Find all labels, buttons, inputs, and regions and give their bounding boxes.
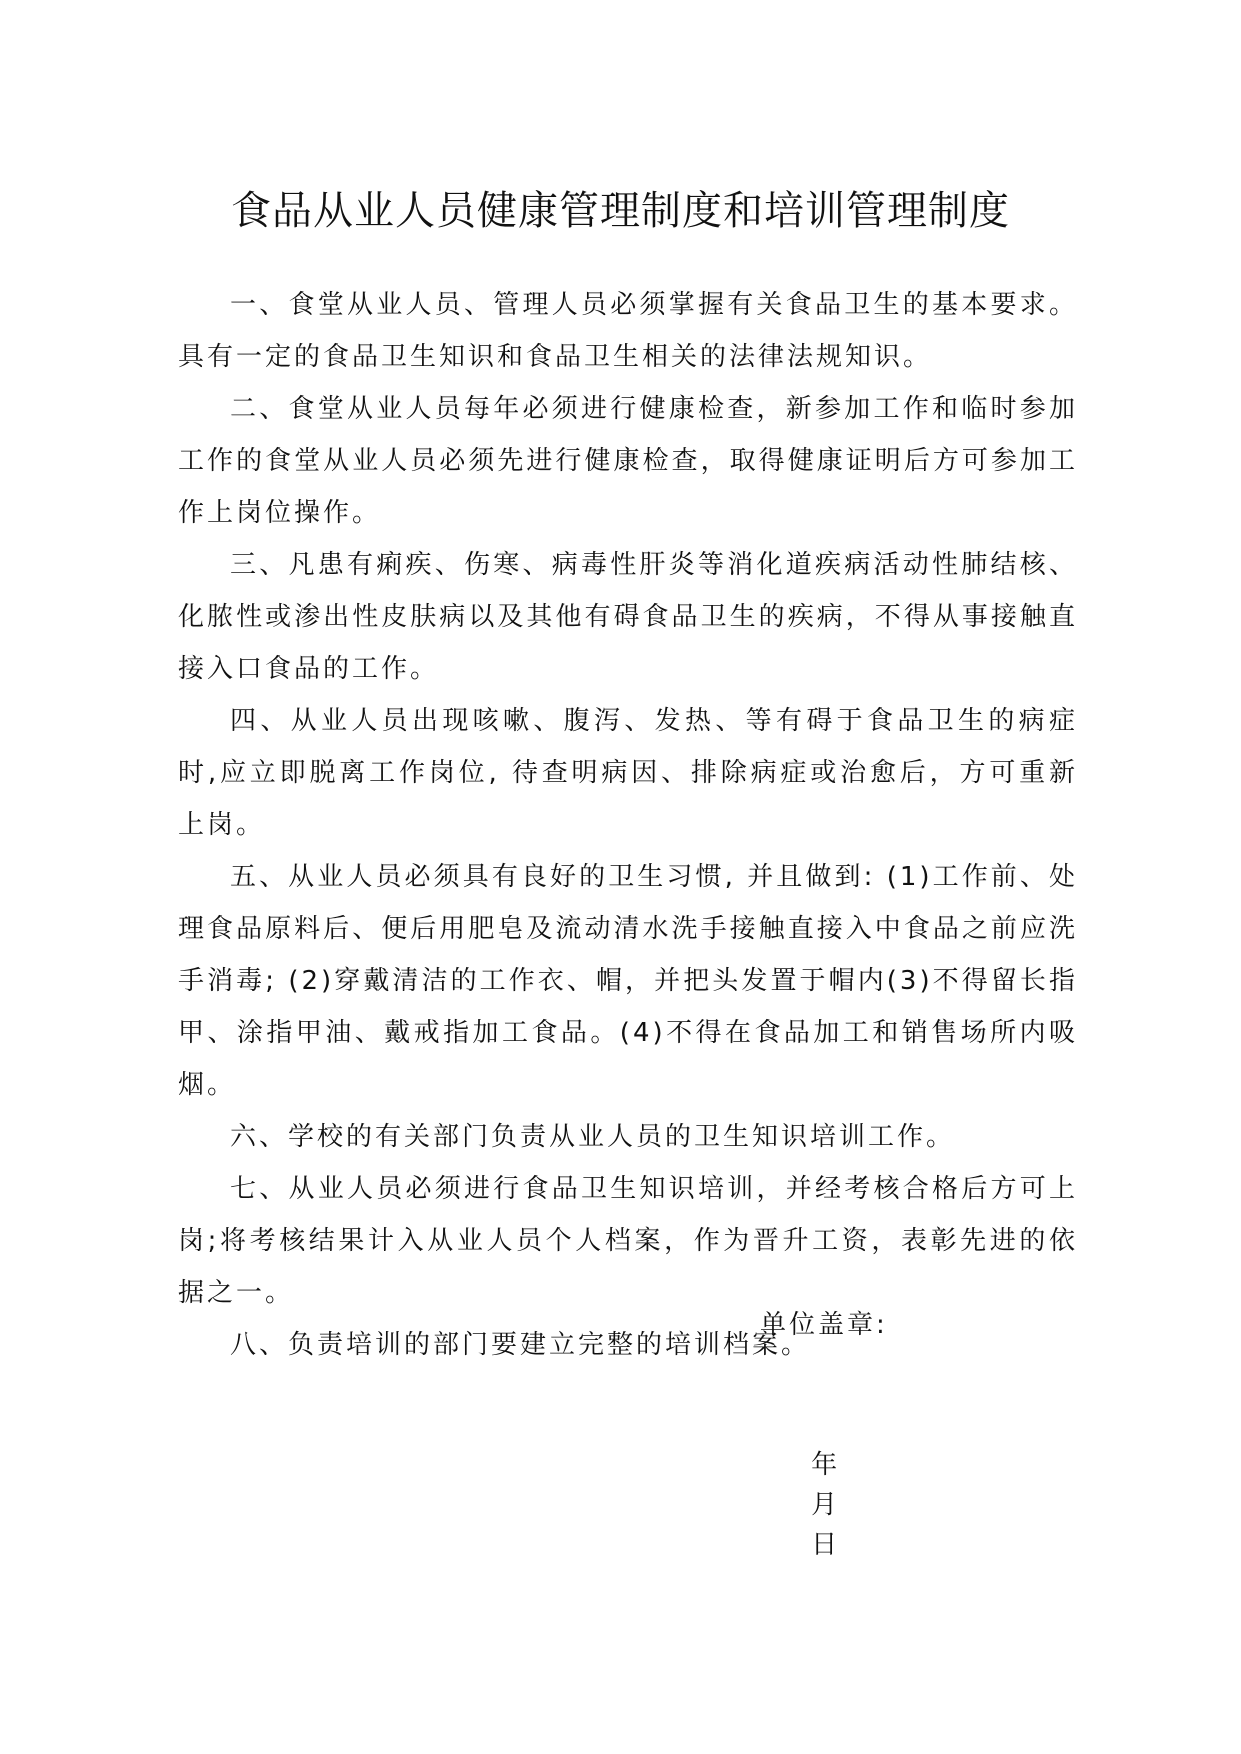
document-body (178, 279, 1078, 1371)
paragraph-7: 七、从业人员必须进行食品卫生知识培训，并经考核合格后方可上岗;将考核结果计入从业人员个人档案，作为晋升工资，表彰先进的依据之一。 (178, 1174, 1078, 1308)
paragraph-8: 八、负责培训的部门要建立完整的培训档案。 (230, 1330, 811, 1360)
paragraph-2: 二、食堂从业人员每年必须进行健康检查，新参加工作和临时参加工作的食堂从业人员必须先进行健康检查，取得健康证明后方可参加工作上岗位操作。 (178, 394, 1078, 528)
date-day: 日 (811, 1530, 838, 1560)
paragraph-1: 一、食堂从业人员、管理人员必须掌握有关食品卫生的基本要求。具有一定的食品卫生知识和食品卫生相关的法律法规知识。 (178, 290, 1078, 372)
document-title: 食品从业人员健康管理制度和培训管理制度 (231, 188, 1010, 234)
paragraph-6: 六、学校的有关部门负责从业人员的卫生知识培训工作。 (230, 1122, 956, 1152)
date-line (778, 1405, 871, 1605)
date-year: 年 (811, 1450, 838, 1480)
paragraph-4: 四、从业人员出现咳嗽、腹泻、发热、等有碍于食品卫生的病症时,应立即脱离工作岗位, 待查明病因、排除病症或治愈后，方可重新上岗。 (178, 706, 1078, 840)
signature-label: 单位盖章: (760, 1310, 888, 1340)
paragraph-3: 三、凡患有痢疾、伤寒、病毒性肝炎等消化道疾病活动性肺结核、化脓性或渗出性皮肤病以及其他有碍食品卫生的疾病，不得从事接触直接入口食品的工作。 (178, 550, 1078, 684)
date-month: 月 (811, 1490, 838, 1520)
paragraph-5: 五、从业人员必须具有良好的卫生习惯, 并且做到: (1)工作前、处理食品原料后、便后用肥皂及流动清水洗手接触直接入中食品之前应洗手消毒; (2)穿戴清洁的工作衣、帽，并把头发置于帽内(3)不得留长指甲、涂指甲油、戴戒指加工食品。(4)不得在食品加工和销售场所内吸烟。 (178, 862, 1078, 1100)
